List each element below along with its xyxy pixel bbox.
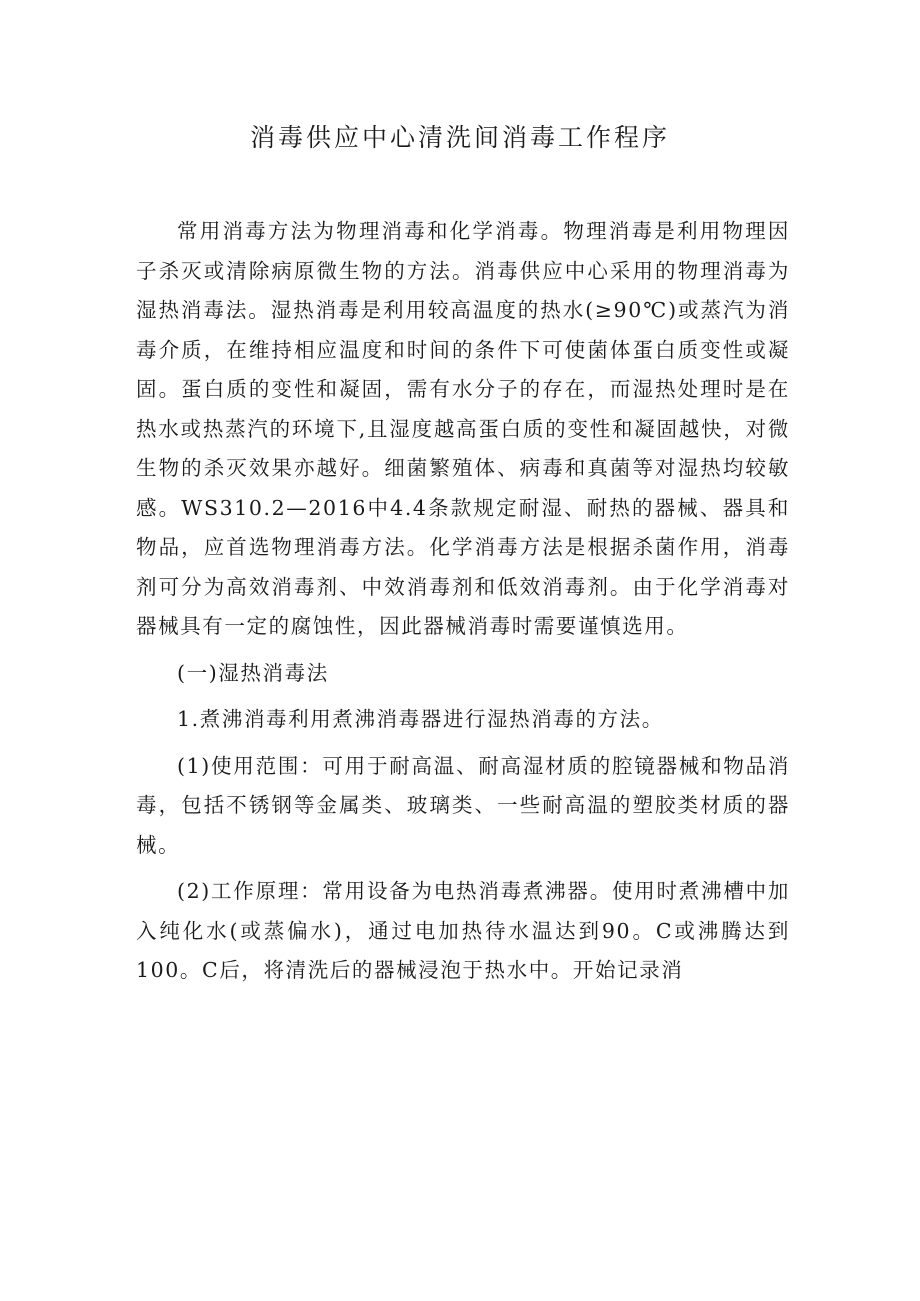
section-heading-moist-heat: (一)湿热消毒法 <box>177 660 329 685</box>
paragraph-intro: 常用消毒方法为物理消毒和化学消毒。物理消毒是利用物理因子杀灭或清除病原微生物的方法。消毒供应中心采用的物理消毒为湿热消毒法。湿热消毒是利用较高温度的热水(≥90℃)或蒸汽为消毒介质，在维持相应温度和时间的条件下可使菌体蛋白质变性或凝固。蛋白质的变性和凝固，需有水分子的存在，而湿热处理时是在热水或热蒸汽的环境下,且湿度越高蛋白质的变性和凝固越快，对微生物的杀灭效果亦越好。细菌繁殖体、病毒和真菌等对湿热均较敏感。WS310.2—2016中4.4条款规定耐湿、耐热的器械、器具和物品，应首选物理消毒方法。化学消毒方法是根据杀菌作用，消毒剂可分为高效消毒剂、中效消毒剂和低效消毒剂。由于化学消毒对器械具有一定的腐蚀性，因此器械消毒时需要谨慎选用。 <box>136 219 790 638</box>
paragraph-boiling-method: 1.煮沸消毒利用煮沸消毒器进行湿热消毒的方法。 <box>177 707 664 731</box>
paragraph-working-principle: (2)工作原理：常用设备为电热消毒煮沸器。使用时煮沸槽中加入纯化水(或蒸偏水)，通过电加热待水温达到90。C或沸腾达到100。C后，将清洗后的器械浸泡于热水中。开始记录消 <box>136 879 790 982</box>
paragraph-scope-of-use: (1)使用范围：可用于耐高温、耐高湿材质的腔镜器械和物品消毒，包括不锈钢等金属类、玻璃类、一些耐高温的塑胶类材质的器械。 <box>136 753 790 857</box>
document-body <box>136 212 790 991</box>
document-title: 消毒供应中心清洗间消毒工作程序 <box>249 123 670 152</box>
